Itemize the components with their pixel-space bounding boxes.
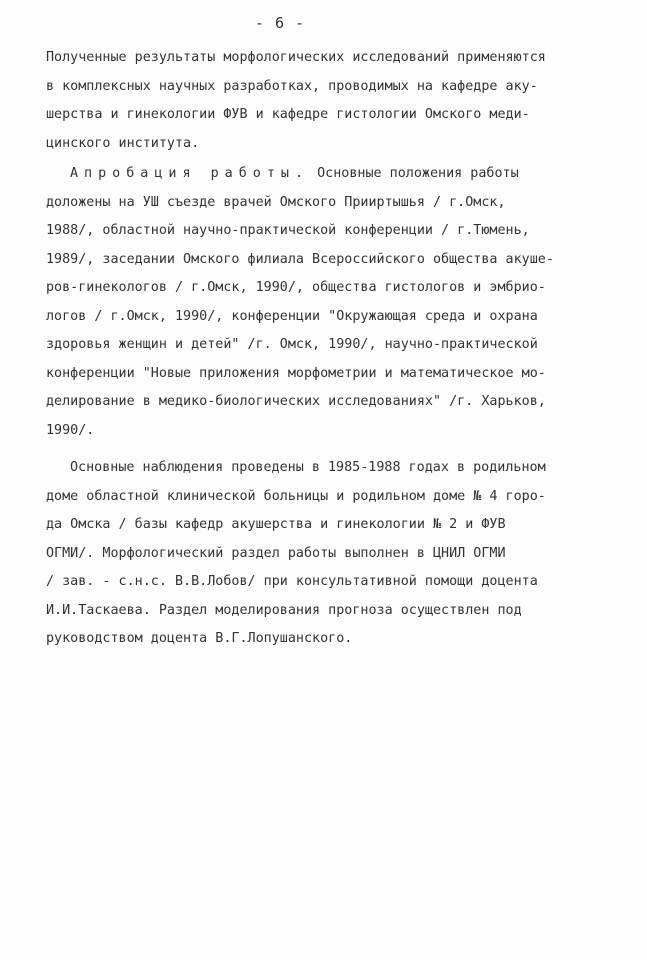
text-line: шерства и гинекологии ФУВ и кафедре гистологии Омского меди- [46, 107, 530, 122]
text-line: логов / г.Омск, 1990/, конференции "Окружающая среда и охрана [46, 308, 538, 324]
text-line: да Омска / базы кафедр акушерства и гинекологии № 2 и ФУВ [46, 517, 506, 532]
text-line: конференции "Новые приложения морфометрии и математическое мо- [46, 365, 546, 381]
text-line: 1988/, областной научно-практической конференции / г.Тюмень, [46, 223, 530, 238]
text-line: в комплексных научных разработках, проводимых на кафедре аку- [46, 78, 538, 94]
text-line: 1989/, заседании Омского филиала Всероссийского общества акуше- [46, 251, 554, 267]
text-line: доложены на УШ съезде врачей Омского Прииртышья / г.Омск, [46, 194, 506, 210]
section-heading-approbation: Апробация работы. [70, 166, 310, 181]
text-line: 1990/. [46, 422, 95, 438]
text-line: ров-гинекологов / г.Омск, 1990/, общества гистологов и эмбрио- [46, 280, 546, 295]
text-line: доме областной клинической больницы и родильном доме № 4 горо- [46, 488, 546, 504]
paragraph-observations [46, 454, 594, 654]
text-line: Основные наблюдения проведены в 1985-1988 годах в родильном [70, 460, 546, 475]
text-line: делирование в медико-биологических исследованиях" /г. Харьков, [46, 394, 546, 409]
text-line: Апробация работы. Основные положения работы [70, 166, 519, 181]
text-line: Полученные результаты морфологических исследований применяются [46, 50, 546, 65]
paragraph-approbation [46, 160, 594, 445]
text-line: ОГМИ/. Морфологический раздел работы выполнен в ЦНИЛ ОГМИ [46, 545, 506, 561]
text-line: руководством доцента В.Г.Лопушанского. [46, 631, 353, 646]
text-line: здоровья женщин и детей" /г. Омск, 1990/, научно-практической [46, 337, 538, 352]
text-line: цинского института. [46, 135, 200, 151]
text-line: / зав. - с.н.с. В.В.Лобов/ при консультативной помощи доцента [46, 574, 538, 589]
paragraph-results-application [46, 44, 594, 158]
page-number: - 6 - [254, 14, 306, 32]
text-line: И.И.Таскаева. Раздел моделирования прогноза осуществлен под [46, 602, 522, 618]
